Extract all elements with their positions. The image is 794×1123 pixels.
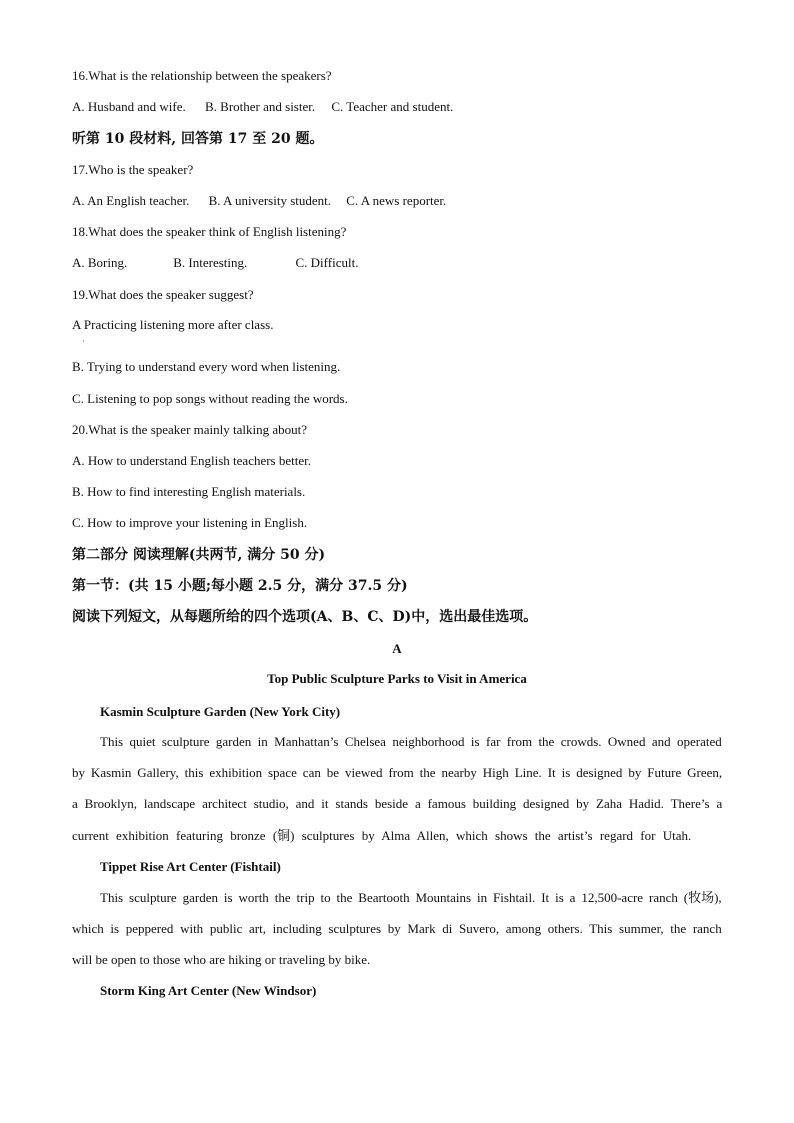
question-16: 16.What is the relationship between the speakers?: [72, 68, 332, 83]
options-17: [72, 193, 446, 209]
option-19-b: B. Trying to understand every word when listening.: [72, 359, 341, 374]
stray-mark: ·: [82, 337, 85, 346]
paragraph-line: This quiet sculpture garden in Manhattan’s Chelsea neighborhood is far from the crowds. Owned and operated: [100, 734, 722, 749]
reading-instruction: 阅读下列短文，从每题所给的四个选项(A、B、C、D)中，选出最佳选项。: [72, 609, 538, 625]
option-a: A. Boring.: [72, 255, 128, 270]
passage-title: Top Public Sculpture Parks to Visit in America: [267, 671, 527, 686]
option-b: B. Interesting.: [173, 255, 248, 270]
option-c: C. Teacher and student.: [331, 99, 454, 114]
question-19: 19.What does the speaker suggest?: [72, 287, 254, 302]
option-20-c: C. How to improve your listening in English.: [72, 515, 308, 530]
question-20: 20.What is the speaker mainly talking about?: [72, 422, 308, 437]
option-a: A. An English teacher.: [72, 193, 190, 208]
option-b: B. A university student.: [208, 193, 332, 208]
paragraph-line: by Kasmin Gallery, this exhibition space can be viewed from the nearby High Line. It is designed by Future Green,: [72, 765, 723, 780]
option-c: C. A news reporter.: [346, 193, 447, 208]
options-16: [72, 99, 453, 115]
section-heading-kasmin: Kasmin Sculpture Garden (New York City): [100, 704, 341, 719]
option-20-a: A. How to understand English teachers better.: [72, 453, 311, 468]
section-heading-storm-king: Storm King Art Center (New Windsor): [100, 983, 317, 998]
option-19-a: A Practicing listening more after class.: [72, 317, 274, 332]
paragraph-line: current exhibition featuring bronze (铜) sculptures by Alma Allen, which shows the artist’s regard for Utah.: [72, 828, 692, 843]
paragraph-line: which is peppered with public art, including sculptures by Mark di Suvero, among others. This summer, the ranch: [72, 921, 722, 936]
option-c: C. Difficult.: [295, 255, 359, 270]
question-17: 17.Who is the speaker?: [72, 162, 194, 177]
section-10-instruction: 听第 10 段材料, 回答第 17 至 20 题。: [72, 131, 324, 147]
paragraph-line: will be open to those who are hiking or traveling by bike.: [72, 952, 371, 967]
paragraph-line: This sculpture garden is worth the trip to the Beartooth Mountains in Fishtail. It is a 12,500-acre ranch (牧场),: [100, 890, 722, 905]
option-20-b: B. How to find interesting English materials.: [72, 484, 306, 499]
part-two-title: 第二部分 阅读理解(共两节, 满分 50 分): [72, 547, 326, 563]
section-heading-tippet: Tippet Rise Art Center (Fishtail): [100, 859, 281, 874]
section-one-title: 第一节：(共 15 小题;每小题 2.5 分，满分 37.5 分): [72, 578, 408, 594]
option-b: B. Brother and sister.: [204, 99, 316, 114]
option-19-c: C. Listening to pop songs without reading the words.: [72, 391, 348, 406]
passage-letter: A: [392, 641, 402, 656]
options-18: [72, 255, 358, 271]
option-a: A. Husband and wife.: [72, 99, 186, 114]
question-18: 18.What does the speaker think of English listening?: [72, 224, 347, 239]
paragraph-line: a Brooklyn, landscape architect studio, and it stands beside a famous building designed by Zaha Hadid. There’s a: [72, 796, 723, 811]
